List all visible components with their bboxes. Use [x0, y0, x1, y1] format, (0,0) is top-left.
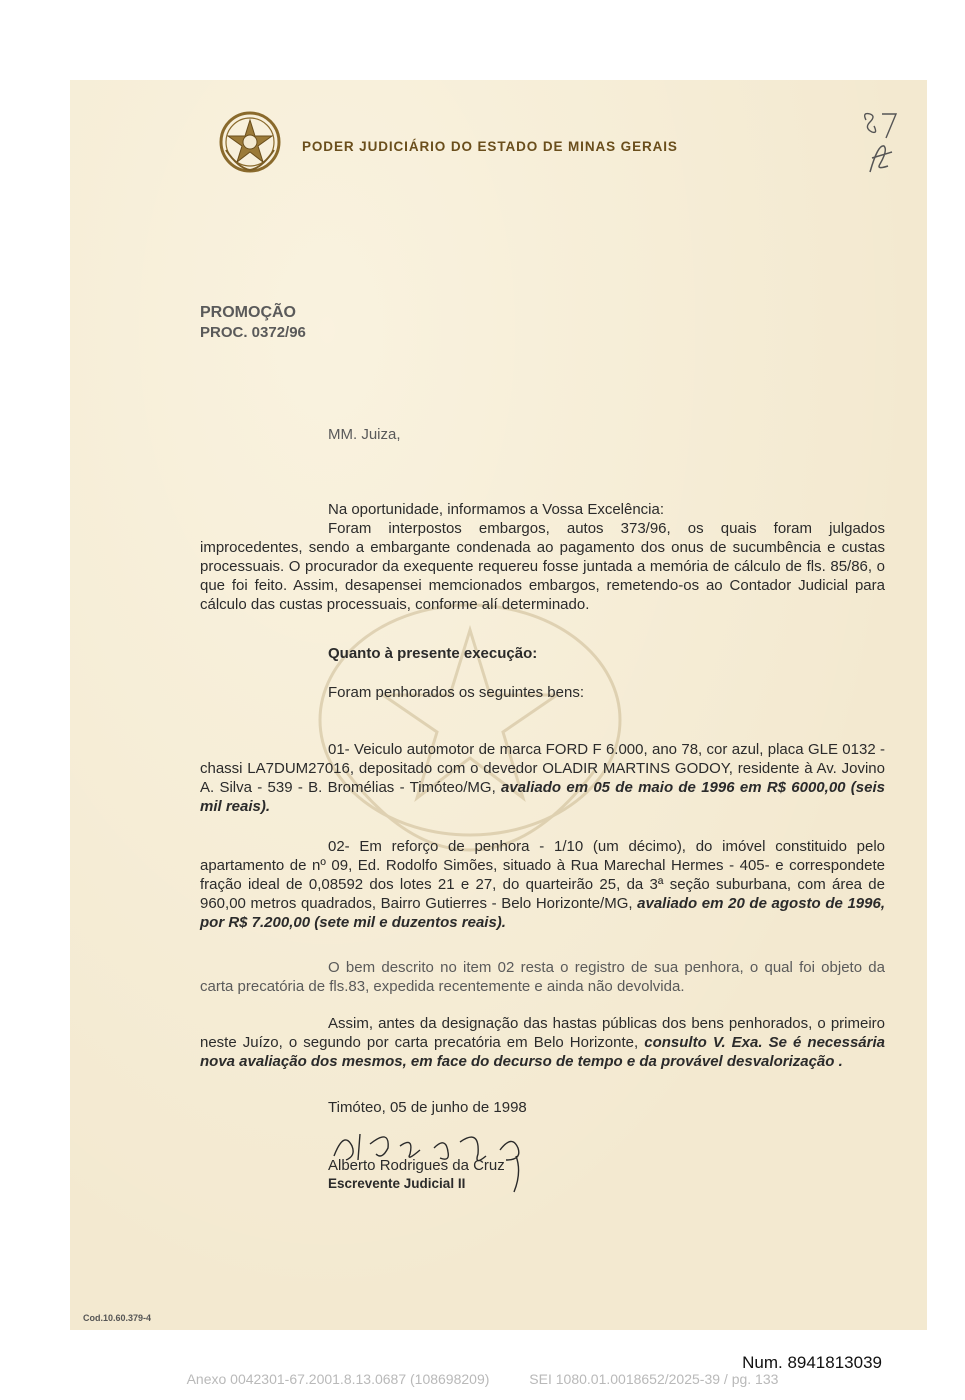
salutation: MM. Juiza,: [328, 426, 401, 443]
footer: [0, 1371, 965, 1387]
item-2-valuation: avaliado em 20 de agosto de 1996, por R$ 7.200,00 (sete mil e duzentos reais).: [200, 895, 885, 931]
paragraph-final: [200, 1014, 885, 1071]
signer-role: Escrevente Judicial II: [328, 1176, 466, 1191]
watermark-seal-icon: [285, 600, 655, 860]
intro-line: Na oportunidade, informamos a Vossa Excelência:: [328, 501, 665, 518]
process-number: PROC. 0372/96: [200, 324, 306, 341]
form-code: Cod.10.60.379-4: [83, 1313, 152, 1323]
document-heading: PROMOÇÃO: [200, 304, 296, 321]
handwritten-page-mark: [858, 108, 908, 180]
final-question: consulto V. Exa. Se é necessária nova avaliação dos mesmos, em face do decurso de tempo e da provável desvalorização .: [200, 1034, 885, 1070]
signer-name: Alberto Rodrigues da Cruz: [328, 1157, 505, 1174]
item-1-text: 01- Veiculo automotor de marca FORD F 6.000, ano 78, cor azul, placa GLE 0132 - chassi LA7DUM27016, depositado com o devedor OLADIR MARTINS GODOY, residente à Av. Jovino A. Silva - 539 - B. Bromélias - Timóteo/MG,: [200, 741, 885, 796]
document-number: Num. 8941813039: [742, 1353, 882, 1372]
goods-heading: Foram penhorados os seguintes bens:: [328, 684, 584, 701]
place-date: Timóteo, 05 de junho de 1998: [328, 1099, 527, 1116]
footer-sei: SEI 1080.01.0018652/2025-39 / pg. 133: [529, 1371, 779, 1387]
execution-heading: Quanto à presente execução:: [328, 645, 538, 662]
coat-of-arms-icon: [218, 110, 282, 174]
seized-item-1: [200, 740, 885, 816]
court-header-title: PODER JUDICIÁRIO DO ESTADO DE MINAS GERAIS: [302, 139, 678, 154]
paragraph-registro: O bem descrito no item 02 resta o registro de sua penhora, o qual foi objeto da carta precatória de fls.83, expedida recentemente e ainda não devolvida.: [200, 959, 885, 995]
item-1-valuation: avaliado em 05 de maio de 1996 em R$ 6000,00 (seis mil reais).: [200, 779, 885, 815]
seized-item-2: [200, 837, 885, 932]
item-2-text: 02- Em reforço de penhora - 1/10 (um décimo), do imóvel constituido pelo apartamento de nº 09, Ed. Rodolfo Simões, situado à Rua Marechal Hermes - 405- e correspondete fração ideal de 0,08592 dos lotes 21 e 27, do quarteirão 25, da 3ª seção suburbana, com área de 960,00 metros quadrados, Bairro Gutierres - Belo Horizonte/MG,: [200, 838, 885, 912]
final-text: Assim, antes da designação das hastas públicas dos bens penhorados, o primeiro neste Juízo, o segundo por carta precatória em Belo Horizonte,: [200, 1015, 885, 1051]
footer-annex: Anexo 0042301-67.2001.8.13.0687 (108698209): [186, 1371, 490, 1387]
paragraph-embargos: Foram interpostos embargos, autos 373/96, os quais foram julgados improcedentes, sendo a embargante condenada ao pagamento dos onus de sucumbência e custas processuais. O procurador da exequente requereu fosse juntada a memória de cálculo de fls. 85/86, o que foi feito. Assim, desapensei memcionados embargos, remetendo-os ao Contador Judicial para cálculo das custas processuais, conforme alí determinado.: [200, 520, 885, 613]
